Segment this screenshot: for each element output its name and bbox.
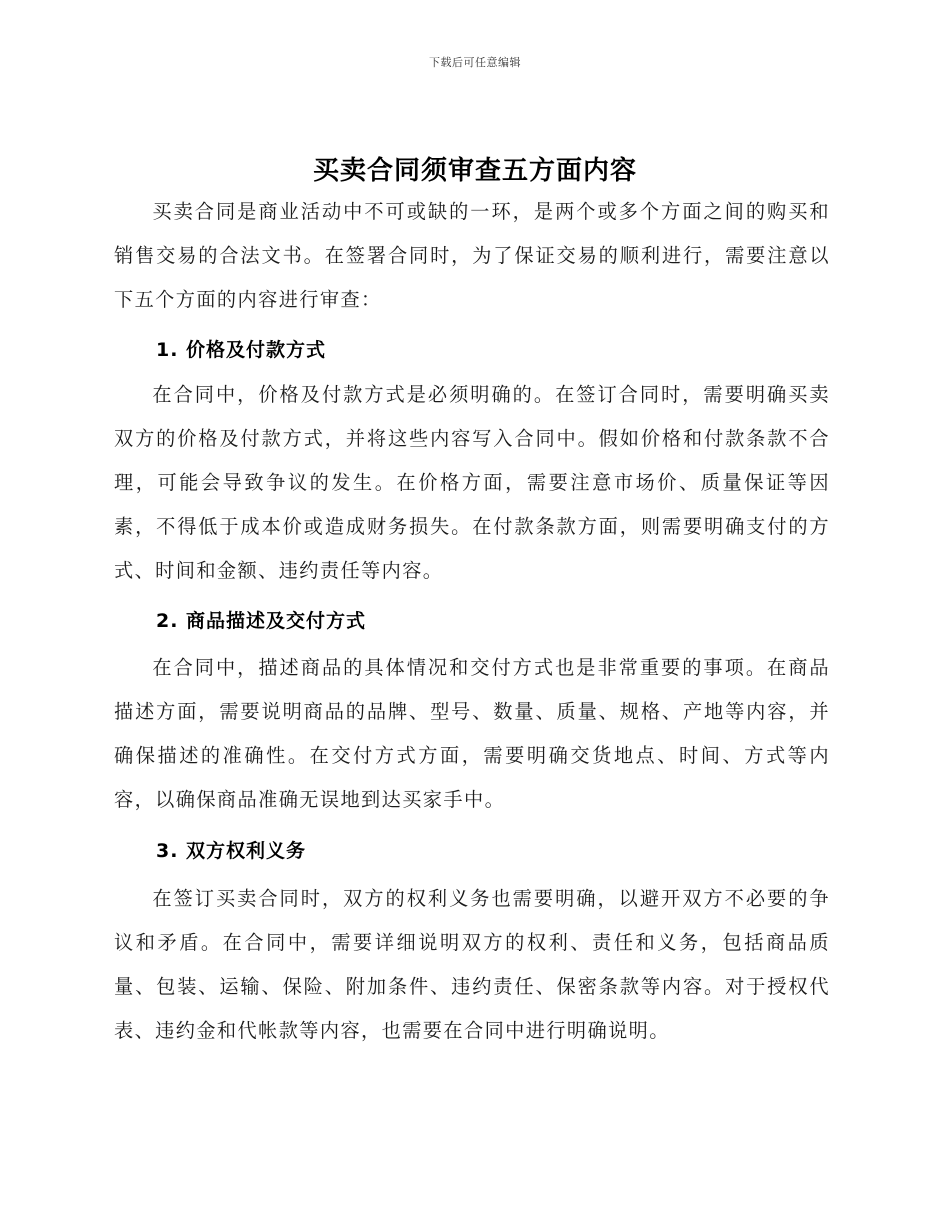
document-title: 买卖合同须审查五方面内容 xyxy=(312,156,637,186)
intro-paragraph: 买卖合同是商业活动中不可或缺的一环，是两个或多个方面之间的购买和销售交易的合法文书。在签署合同时，为了保证交易的顺利进行，需要注意以下五个方面的内容进行审查： xyxy=(114,200,830,311)
section-body-price-payment: 在合同中，价格及付款方式是必须明确的。在签订合同时，需要明确买卖双方的价格及付款方式，并将这些内容写入合同中。假如价格和付款条款不合理，可能会导致争议的发生。在价格方面，需要注意市场价、质量保证等因素，不得低于成本价或造成财务损失。在付款条款方面，则需要明确支付的方式、时间和金额、违约责任等内容。 xyxy=(114,383,830,582)
section-body-goods-delivery: 在合同中，描述商品的具体情况和交付方式也是非常重要的事项。在商品描述方面，需要说明商品的品牌、型号、数量、质量、规格、产地等内容，并确保描述的准确性。在交付方式方面，需要明确交货地点、时间、方式等内容，以确保商品准确无误地到达买家手中。 xyxy=(114,656,830,811)
page-header-note: 下载后可任意编辑 xyxy=(429,56,521,69)
section-heading-goods-delivery: 2. 商品描述及交付方式 xyxy=(156,610,367,632)
section-heading-price-payment: 1. 价格及付款方式 xyxy=(156,339,327,361)
section-body-rights-obligations: 在签订买卖合同时，双方的权利义务也需要明确，以避开双方不必要的争议和矛盾。在合同中，需要详细说明双方的权利、责任和义务，包括商品质量、包装、运输、保险、附加条件、违约责任、保密条款等内容。对于授权代表、违约金和代帐款等内容，也需要在合同中进行明确说明。 xyxy=(114,887,830,1042)
section-heading-rights-obligations: 3. 双方权利义务 xyxy=(156,840,307,862)
